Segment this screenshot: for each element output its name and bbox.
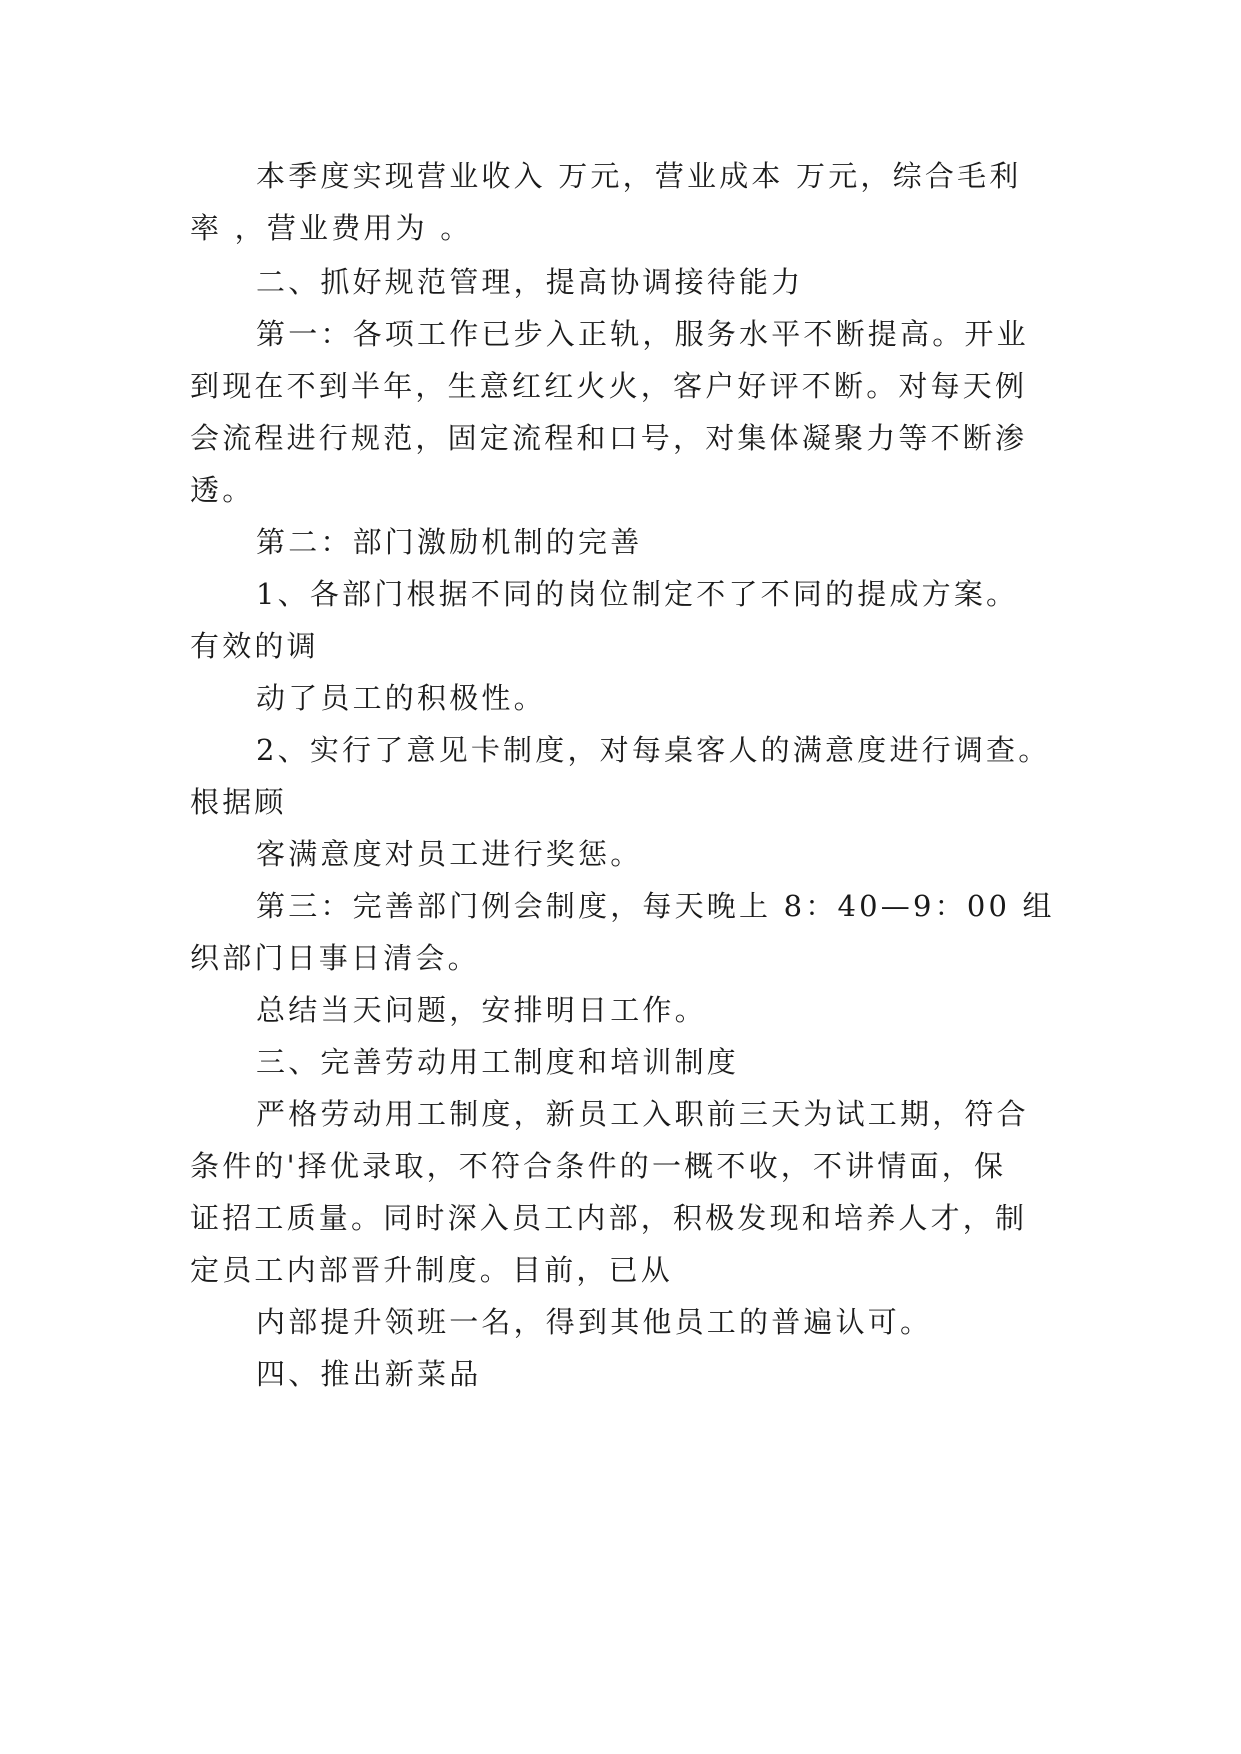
text-line: 有效的调 <box>190 629 319 663</box>
text-line: 织部门日事日清会。 <box>190 941 480 975</box>
text-line: 本季度实现营业收入 万元，营业成本 万元，综合毛利 <box>256 159 1022 193</box>
text-line: 到现在不到半年，生意红红火火，客户好评不断。对每天例 <box>190 369 1028 403</box>
text-line: 率 ，营业费用为 。 <box>190 211 473 245</box>
text-line: 证招工质量。同时深入员工内部，积极发现和培养人才，制 <box>190 1201 1028 1235</box>
text-line: 内部提升领班一名，得到其他员工的普遍认可。 <box>256 1305 933 1339</box>
section-heading: 二、抓好规范管理，提高协调接待能力 <box>256 265 804 299</box>
text-line: 严格劳动用工制度，新员工入职前三天为试工期，符合 <box>256 1097 1029 1131</box>
section-heading: 三、完善劳动用工制度和培训制度 <box>256 1045 740 1079</box>
subsection-heading: 第二：部门激励机制的完善 <box>256 525 643 559</box>
text-line: 2、实行了意见卡制度，对每桌客人的满意度进行调查。 <box>256 733 1051 767</box>
text-line: 客满意度对员工进行奖惩。 <box>256 837 643 871</box>
text-line: 动了员工的积极性。 <box>256 681 546 715</box>
text-line: 1、各部门根据不同的岗位制定不了不同的提成方案。 <box>256 577 1019 611</box>
section-heading: 四、推出新菜品 <box>256 1357 482 1391</box>
text-line: 定员工内部晋升制度。目前，已从 <box>190 1253 674 1287</box>
text-line: 会流程进行规范，固定流程和口号，对集体凝聚力等不断渗 <box>190 421 1028 455</box>
text-line: 透。 <box>190 473 255 507</box>
text-line: 第三：完善部门例会制度，每天晚上 8：40—9：00 组 <box>256 889 1055 923</box>
text-line: 根据顾 <box>190 785 287 819</box>
text-line: 条件的'择优录取，不符合条件的一概不收，不讲情面，保 <box>190 1149 1007 1183</box>
text-line: 第一：各项工作已步入正轨，服务水平不断提高。开业 <box>256 317 1029 351</box>
text-line: 总结当天问题，安排明日工作。 <box>256 993 707 1027</box>
